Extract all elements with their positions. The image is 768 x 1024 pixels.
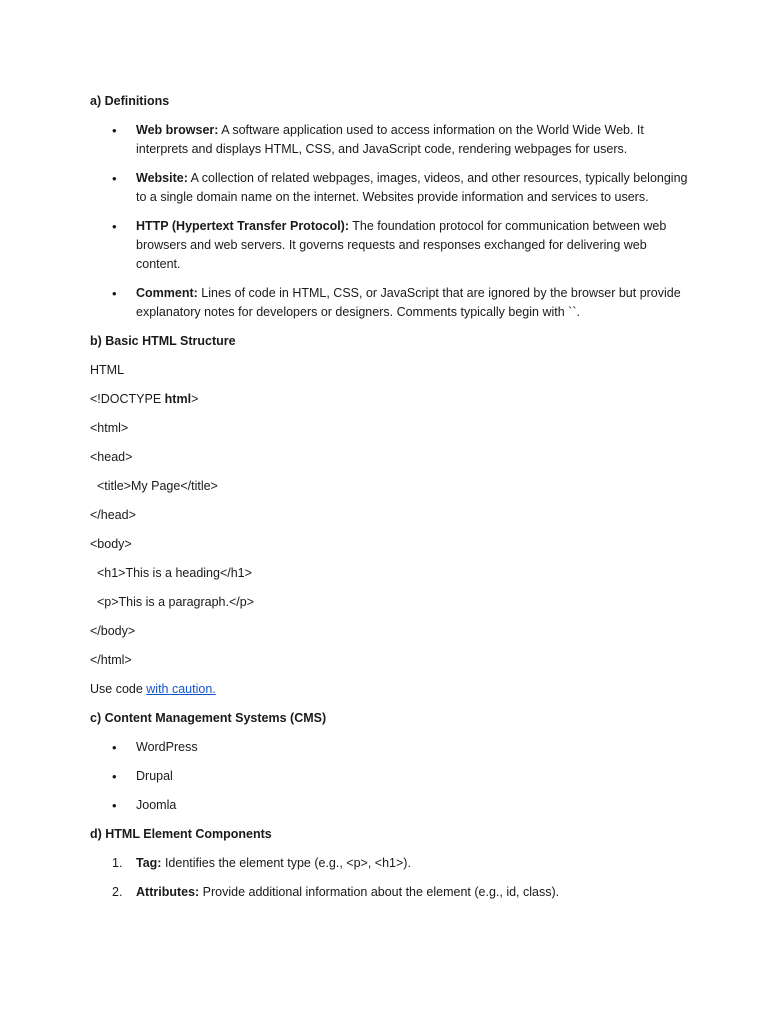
section-heading-structure: b) Basic HTML Structure <box>90 334 236 348</box>
component-term: Tag: <box>136 856 162 870</box>
cms-list <box>90 738 690 815</box>
list-number: 1. <box>112 856 123 870</box>
definition-term: Comment: <box>136 286 198 300</box>
definition-term: Website: <box>136 171 188 185</box>
code-language-label: HTML <box>90 363 125 377</box>
list-item <box>90 854 690 873</box>
caution-link[interactable]: with caution. <box>146 682 216 696</box>
definition-text: A software application used to access information on the World Wide Web. It interprets and displays HTML, CSS, and JavaScript code, rendering webpages for users. <box>136 123 644 156</box>
code-line: </body> <box>90 624 136 638</box>
document-page <box>90 92 690 912</box>
component-text: Identifies the element type (e.g., <p>, <h1>). <box>161 856 411 870</box>
code-line: <head> <box>90 450 133 464</box>
definition-text: Lines of code in HTML, CSS, or JavaScript that are ignored by the browser but provide explanatory notes for developers or designers. Comments typically begin with ``. <box>136 286 681 319</box>
doctype-prefix: <!DOCTYPE <box>90 392 165 406</box>
list-item: • WordPress <box>90 738 690 757</box>
list-item <box>90 169 690 207</box>
section-heading-cms: c) Content Management Systems (CMS) <box>90 711 327 725</box>
code-line: <p>This is a paragraph.</p> <box>90 595 254 609</box>
code-line: </html> <box>90 653 132 667</box>
list-item <box>90 883 690 902</box>
definition-term: Web browser: <box>136 123 219 137</box>
section-heading-components: d) HTML Element Components <box>90 827 272 841</box>
list-item <box>90 284 690 322</box>
caution-prefix: Use code <box>90 682 147 696</box>
list-item <box>90 121 690 159</box>
section-heading-definitions: a) Definitions <box>90 94 170 108</box>
component-text: Provide additional information about the element (e.g., id, class). <box>199 885 560 899</box>
list-item <box>90 217 690 274</box>
definition-text: A collection of related webpages, images, videos, and other resources, typically belonging to a single domain name on the internet. Websites provide information and services to users. <box>136 171 688 204</box>
code-line: <title>My Page</title> <box>90 479 218 493</box>
doctype-keyword: html <box>164 392 192 406</box>
components-list <box>90 854 690 902</box>
list-number: 2. <box>112 885 123 899</box>
caution-note <box>90 680 690 699</box>
code-line: <h1>This is a heading</h1> <box>90 566 252 580</box>
code-line: </head> <box>90 508 136 522</box>
definitions-list <box>90 121 690 322</box>
code-line: <html> <box>90 421 129 435</box>
definition-text: The foundation protocol for communication between web browsers and web servers. It governs requests and responses exchanged for delivering web content. <box>136 219 667 271</box>
component-term: Attributes: <box>136 885 200 899</box>
definition-term: HTTP (Hypertext Transfer Protocol): <box>136 219 350 233</box>
code-line-doctype <box>90 390 690 409</box>
code-line: <body> <box>90 537 132 551</box>
doctype-suffix: > <box>191 392 199 406</box>
list-item: • Joomla <box>90 796 690 815</box>
list-item: • Drupal <box>90 767 690 786</box>
